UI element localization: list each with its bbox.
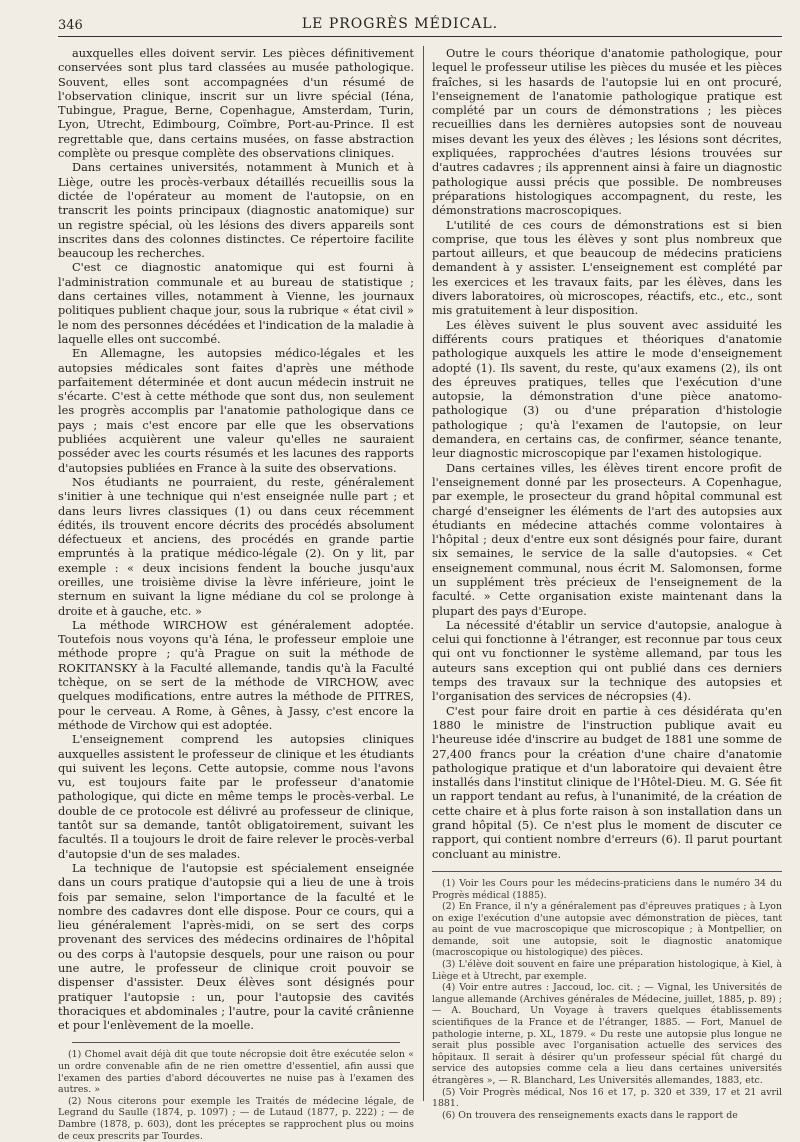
- body-paragraph: C'est ce diagnostic anatomique qui est fourni à l'administration communale et au bureau de statistique ; dans certaines villes, notamment à Vienne, les journaux politiques publient chaque jour, sous la rubrique « état civil » le nom des personnes décédées et l'indication de la maladie à laquelle elles ont succombé.: [58, 260, 414, 346]
- page-header: [0, 14, 800, 38]
- footnote: (1) Voir les Cours pour les médecins-praticiens dans le numéro 34 du Progrès médical (1885).: [432, 877, 782, 901]
- page-number: 346: [58, 18, 83, 33]
- body-paragraph: La méthode WIRCHOW est généralement adoptée. Toutefois nous voyons qu'à Iéna, le professeur emploie une méthode propre ; qu'à Prague on suit la méthode de ROKITANSKY à la Faculté allemande, tandis qu'à la Faculté tchèque, on se sert de la méthode de VIRCHOW, avec quelques modifications, entre autres la méthode de PITRES, pour le cerveau. A Rome, à Gênes, à Jassy, c'est encore la méthode de Virchow qui est adoptée.: [58, 617, 414, 732]
- left-column: [58, 46, 415, 1142]
- body-paragraph: Outre le cours théorique d'anatomie pathologique, pour lequel le professeur utilise les pièces du musée et les pièces fraîches, si les hasards de l'autopsie lui en ont procuré, l'enseignement de l'anatomie pathologique pratique est complété par un cours de démonstrations ; les pièces recueillies dans les dernières autopsies sont de nouveau mises devant les yeux des élèves ; les lésions sont décrites, expliquées, rapprochées d'autres lésions trouvées sur d'autres cadavres ; ils apprennent ainsi à faire un diagnostic pathologique aussi précis que possible. De nombreuses préparations histologiques accompagnent, du reste, les démonstrations macroscopiques.: [432, 46, 782, 218]
- footnote-rule: [432, 871, 782, 872]
- footnote: (2) Nous citerons pour exemple les Traités de médecine légale, de Legrand du Saulle (1874, p. 1097) ; — de Lutaud (1877, p. 222) ; — de Dambre (1878, p. 603), dont les préceptes se rapprochent plus ou moins de ceux prescrits par Tourdes.: [58, 1095, 414, 1142]
- running-head: LE PROGRÈS MÉDICAL.: [301, 16, 499, 32]
- body-paragraph: Dans certaines universités, notamment à Munich et à Liège, outre les procès-verbaux détaillés recueillis sous la dictée de l'opérateur au moment de l'autopsie, on en transcrit les points principaux (diagnostic anatomique) sur un registre spécial, où les lésions des divers appareils sont inscrites dans des colonnes distinctes. Ce répertoire facilite beaucoup les recherches.: [58, 160, 414, 261]
- body-paragraph: La technique de l'autopsie est spécialement enseignée dans un cours pratique d'autopsie qui a lieu de une à trois fois par semaine, selon l'importance de la faculté et le nombre des cadavres dont elle dispose. Pour ce cours, qui a lieu généralement l'après-midi, on se sert des corps provenant des services des médecins ordinaires de l'hôpital ou des corps à l'autopsie desquels, pour une raison ou pour une autre, le professeur de clinique croit pouvoir se dispenser d'assister. Deux élèves sont désignés pour pratiquer l'autopsie : un, pour l'autopsie des cavités thoraciques et abdominales ; l'autre, pour la cavité crânienne et pour l'enlèvement de la moelle.: [58, 860, 414, 1033]
- body-paragraph: En Allemagne, les autopsies médico-légales et les autopsies médicales sont faites d'après une méthode parfaitement déterminée et dont aucun médecin instruit ne s'écarte. C'est à cette méthode que sont dus, non seulement les progrès accomplis par l'anatomie pathologique dans ce pays ; mais c'est encore par elle que les observations publiées acquièrent une valeur qu'elles ne sauraient posséder avec les courts résumés et les lacunes des rapports d'autopsies publiées en France à la suite des observations.: [58, 346, 414, 475]
- footnote: (5) Voir Progrès médical, Nos 16 et 17, p. 320 et 339, 17 et 21 avril 1881.: [432, 1086, 782, 1110]
- footnote: (6) On trouvera des renseignements exacts dans le rapport de: [442, 1109, 738, 1121]
- footnote: (2) En France, il n'y a généralement pas d'épreuves pratiques ; à Lyon on exige l'exécution d'une autopsie avec démonstration de pièces, tant au point de vue macroscopique que microscopique ; à Montpellier, on demande, soit une autopsie, soit le diagnostic anatomique (macroscopique ou histologique) des pièces.: [432, 901, 782, 959]
- right-column: [432, 46, 782, 1121]
- header-rule: [58, 36, 782, 37]
- body-paragraph: Les élèves suivent le plus souvent avec assiduité les différents cours pratiques et théoriques d'anatomie pathologique auxquels les attire le mode d'enseignement adopté (1). Ils savent, du reste, qu'aux examens (2), ils ont des épreuves pratiques, telles que l'exécution d'une autopsie, la démonstration d'une pièce anatomo-pathologique (3) ou d'une préparation d'histologie pathologique ; qu'à l'examen de l'autopsie, on leur demandera, en certains cas, de confirmer, séance tenante, leur diagnostic microscopique par l'examen histologique.: [432, 317, 782, 461]
- footnote: (3) L'élève doit souvent en faire une préparation histologique, à Kiel, à Liège et à Utrecht, par exemple.: [432, 959, 782, 982]
- body-paragraph: auxquelles elles doivent servir. Les pièces définitivement conservées sont plus tard classées au musée pathologique. Souvent, elles sont accompagnées d'un résumé de l'observation clinique, inscrit sur un livre spécial (Iéna, Tubingue, Prague, Berne, Copenhague, Amsterdam, Turin, Lyon, Utrecht, Edimbourg, Coïmbre, Port-au-Prince. Il est regrettable que, dans certains musées, on fasse abstraction complète ou presque complète des observations cliniques.: [58, 46, 414, 161]
- body-paragraph: La nécessité d'établir un service d'autopsie, analogue à celui qui fonctionne à l'étranger, est reconnue par tous ceux qui ont vu fonctionner le système allemand, par tous les auteurs sans exception qui ont publié dans ces derniers temps des travaux sur la technique des autopsies et l'organisation des services de nécropsies (4).: [432, 617, 782, 704]
- footnotes: [432, 878, 782, 1121]
- column-divider: [423, 46, 424, 1101]
- body-paragraph: Nos étudiants ne pourraient, du reste, généralement s'initier à une technique qui n'est enseignée nulle part ; et dans leurs livres classiques (1) ou dans ceux récemment édités, ils trouvent encore décrits des procédés absolument défectueux et anciens, des procédés en grande partie empruntés à la pratique médico-légale (2). On y lit, par exemple : « deux incisions fendent la bouche jusqu'aux oreilles, une troisième divise la lèvre inférieure, joint le sternum en suivant la ligne médiane du col se prolonge à droite et à gauche, etc. »: [58, 474, 414, 618]
- footnote: (4) Voir entre autres : Jaccoud, loc. cit. ; — Vignal, les Universités de langue allemande (Archives générales de Médecine, juillet, 1885, p. 89) ; — A. Bouchard, Un Voyage à travers quelques établissements scientifiques de la France et de l'étranger, 1885. — Fort, Manuel de pathologie interne, p. XL, 1879. « Du reste une autopsie plus longue ne serait plus possible avec l'organisation actuelle des services des hôpitaux. Il serait à désirer qu'un professeur spécial fût chargé du service des autopsies comme cela a lieu dans certaines universités étrangères », — R. Blanchard, Les Universités allemandes, 1883, etc.: [432, 982, 782, 1087]
- body-paragraph: Dans certaines villes, les élèves tirent encore profit de l'enseignement donné par les prosecteurs. A Copenhague, par exemple, le prosecteur du grand hôpital communal est chargé d'enseigner les éléments de l'art des autopsies aux étudiants en médecine attachés comme volontaires à l'hôpital ; deux d'entre eux sont désignés pour faire, durant six semaines, le service de la salle d'autopsies. « Cet enseignement communal, nous écrit M. Salomonsen, forme un supplément très précieux de l'enseignement de la faculté. » Cette organisation existe maintenant dans la plupart des pays d'Europe.: [432, 460, 782, 618]
- body-paragraph: L'utilité de ces cours de démonstrations est si bien comprise, que tous les élèves y sont plus nombreux que partout ailleurs, et que beaucoup de médecins praticiens demandent à y assister. L'enseignement est complété par les exercices et les travaux faits, par les élèves, dans les divers laboratoires, où microscopes, réactifs, etc., etc., sont mis gratuitement à leur disposition.: [432, 217, 782, 318]
- footnote-rule: [72, 1042, 400, 1043]
- body-paragraph: L'enseignement comprend les autopsies cliniques auxquelles assistent le professeur de clinique et les étudiants qui suivent les leçons. Cette autopsie, comme nous l'avons vu, est toujours faite par le professeur d'anatomie pathologique, qui dicte en même temps le procès-verbal. Le double de ce protocole est délivré au professeur de clinique, tantôt sur sa demande, tantôt obligatoirement, suivant les facultés. Il a toujours le droit de faire relever le procès-verbal d'autopsie d'un de ses malades.: [58, 732, 415, 861]
- footnote: (1) Chomel avait déjà dit que toute nécropsie doit être exécutée selon « un ordre convenable afin de ne rien omettre d'essentiel, afin aussi que l'examen des parties d'abord découvertes ne nuise pas à l'examen des autres. »: [58, 1049, 414, 1096]
- body-paragraph: C'est pour faire droit en partie à ces désidérata qu'en 1880 le ministre de l'instruction publique avait eu l'heureuse idée d'inscrire au budget de 1881 une somme de 27,400 francs pour la création d'une chaire d'anatomie pathologique pratique et d'un laboratoire qui devaient être installés dans l'institut clinique de l'Hôtel-Dieu. M. G. Sée fit un rapport tendant au refus, à l'unanimité, de la création de cette chaire et à plus forte raison à son installation dans un grand hôpital (5). Ce n'est plus le moment de discuter ce rapport, qui contient nombre d'erreurs (6). Il parut pourtant concluant au ministre.: [432, 703, 782, 861]
